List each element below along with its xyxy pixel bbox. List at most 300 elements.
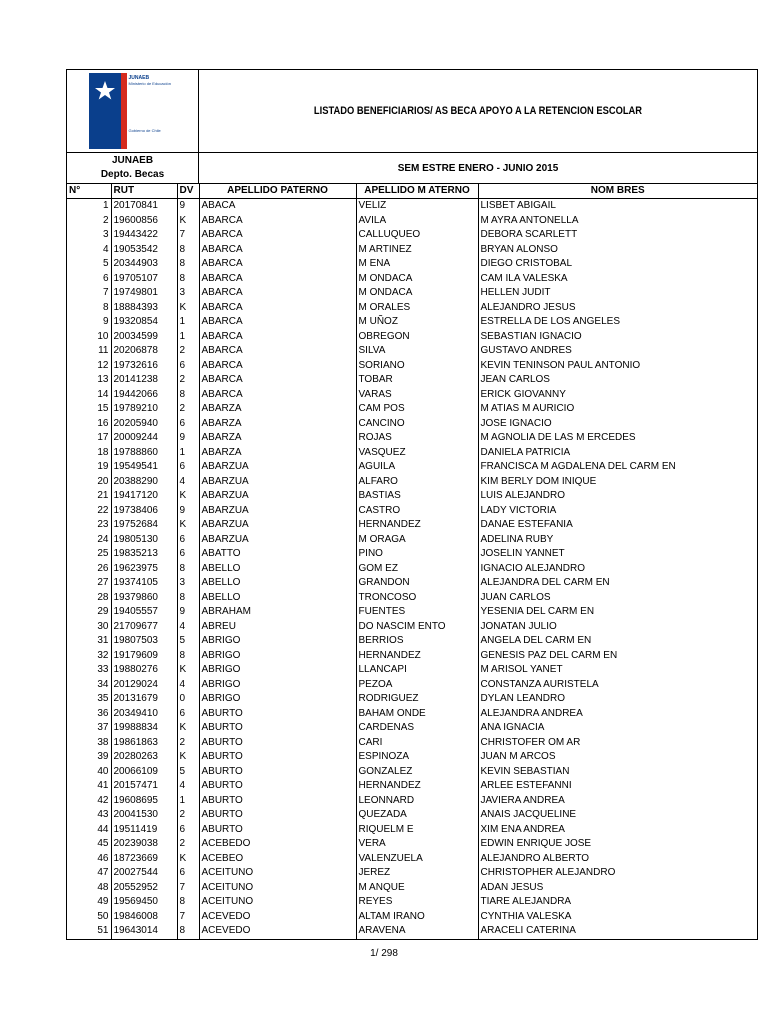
row-number: 42: [67, 794, 111, 809]
row-number: 5: [67, 257, 111, 272]
apellido-materno-cell: CARI: [356, 736, 478, 751]
table-row: [67, 808, 757, 823]
apellido-paterno-cell: ABARCA: [199, 214, 356, 229]
rut-cell: 19623975: [111, 562, 177, 577]
dv-cell: 6: [177, 866, 199, 881]
apellido-materno-cell: CAM POS: [356, 402, 478, 417]
dv-cell: 2: [177, 402, 199, 417]
header-mid: [67, 153, 757, 184]
nombres-cell: ADAN JESUS: [480, 881, 544, 893]
apellido-paterno-cell: ABATTO: [199, 547, 356, 562]
nombres-cell: M ATIAS M AURICIO: [480, 403, 575, 415]
apellido-materno-cell: M ONDACA: [356, 272, 478, 287]
nombres-cell: ALEJANDRA ANDREA: [480, 707, 583, 719]
apellido-paterno-cell: ABARCA: [199, 388, 356, 403]
rut-cell: 19846008: [111, 910, 177, 925]
dv-cell: 2: [177, 808, 199, 823]
nombres-cell: ALEJANDRO ALBERTO: [480, 852, 590, 864]
table-row: [67, 199, 757, 214]
apellido-materno-cell: VELIZ: [356, 199, 478, 214]
nombres-cell: ADELINA RUBY: [480, 533, 554, 545]
col-n: N°: [67, 184, 111, 199]
apellido-materno-cell: PINO: [356, 547, 478, 562]
apellido-paterno-cell: ABURTO: [199, 823, 356, 838]
nombres-cell: ARACELI CATERINA: [480, 925, 576, 937]
row-number: 18: [67, 446, 111, 461]
row-number: 12: [67, 359, 111, 374]
rut-cell: 20141238: [111, 373, 177, 388]
apellido-materno-cell: VASQUEZ: [356, 446, 478, 461]
col-dv: DV: [177, 184, 199, 199]
apellido-paterno-cell: ABELLO: [199, 562, 356, 577]
apellido-paterno-cell: ABARZUA: [199, 504, 356, 519]
rut-cell: 20552952: [111, 881, 177, 896]
dv-cell: 5: [177, 765, 199, 780]
table-row: [67, 736, 757, 751]
apellido-materno-cell: VARAS: [356, 388, 478, 403]
nombres-cell: ALEJANDRO JESUS: [480, 301, 576, 313]
apellido-materno-cell: CANCINO: [356, 417, 478, 432]
apellido-paterno-cell: ACEBEO: [199, 852, 356, 867]
star-icon: [89, 73, 121, 113]
rut-cell: 19511419: [111, 823, 177, 838]
dv-cell: 3: [177, 286, 199, 301]
row-number: 38: [67, 736, 111, 751]
table-row: [67, 562, 757, 577]
row-number: 48: [67, 881, 111, 896]
row-number: 30: [67, 620, 111, 635]
dv-cell: 6: [177, 359, 199, 374]
apellido-materno-cell: LLANCAPI: [356, 663, 478, 678]
nombres-cell: GENESIS PAZ DEL CARM EN: [480, 649, 618, 661]
nombres-cell: CHRISTOFER OM AR: [480, 736, 581, 748]
apellido-materno-cell: GONZALEZ: [356, 765, 478, 780]
table-row: [67, 402, 757, 417]
dv-cell: 8: [177, 243, 199, 258]
table-row: [67, 228, 757, 243]
dv-cell: K: [177, 489, 199, 504]
apellido-materno-cell: M ANQUE: [356, 881, 478, 896]
row-number: 24: [67, 533, 111, 548]
apellido-paterno-cell: ACEBEDO: [199, 837, 356, 852]
dv-cell: 9: [177, 431, 199, 446]
apellido-paterno-cell: ABARZUA: [199, 475, 356, 490]
nombres-cell: DANIELA PATRICIA: [480, 446, 571, 458]
dv-cell: K: [177, 852, 199, 867]
apellido-paterno-cell: ABARZUA: [199, 518, 356, 533]
nombres-cell: KEVIN SEBASTIAN: [480, 765, 570, 777]
row-number: 50: [67, 910, 111, 925]
nombres-cell: JOSE IGNACIO: [480, 417, 552, 429]
nombres-cell: JUAN M ARCOS: [480, 751, 556, 763]
apellido-paterno-cell: ABARCA: [199, 359, 356, 374]
apellido-paterno-cell: ACEITUNO: [199, 866, 356, 881]
apellido-paterno-cell: ABRIGO: [199, 634, 356, 649]
rut-cell: 19443422: [111, 228, 177, 243]
rut-cell: 19608695: [111, 794, 177, 809]
dv-cell: 6: [177, 460, 199, 475]
row-number: 39: [67, 750, 111, 765]
nombres-cell: M AYRA ANTONELLA: [480, 214, 579, 226]
table-row: [67, 315, 757, 330]
dv-cell: 7: [177, 910, 199, 925]
rut-cell: 21709677: [111, 620, 177, 635]
apellido-materno-cell: SILVA: [356, 344, 478, 359]
apellido-paterno-cell: ABARCA: [199, 257, 356, 272]
dv-cell: 8: [177, 649, 199, 664]
nombres-cell: ANAIS JACQUELINE: [480, 809, 577, 821]
row-number: 13: [67, 373, 111, 388]
document-title: LISTADO BENEFICIARIOS/ AS BECA APOYO A LA RETENCION ESCOLAR: [313, 105, 643, 117]
semester-label: SEM ESTRE ENERO - JUNIO 2015: [397, 162, 559, 174]
dv-cell: 8: [177, 591, 199, 606]
rut-cell: 20027544: [111, 866, 177, 881]
row-number: 33: [67, 663, 111, 678]
table-row: [67, 330, 757, 345]
table-row: [67, 431, 757, 446]
table-header-row: [67, 184, 757, 199]
dv-cell: 6: [177, 823, 199, 838]
rut-cell: 19379860: [111, 591, 177, 606]
dv-cell: 2: [177, 736, 199, 751]
nombres-cell: M AGNOLIA DE LAS M ERCEDES: [480, 432, 636, 444]
dv-cell: 6: [177, 533, 199, 548]
dv-cell: 6: [177, 707, 199, 722]
apellido-paterno-cell: ABACA: [199, 199, 356, 214]
row-number: 20: [67, 475, 111, 490]
rut-cell: 20239038: [111, 837, 177, 852]
row-number: 14: [67, 388, 111, 403]
table-row: [67, 605, 757, 620]
logo-blue-band: [89, 73, 121, 149]
dv-cell: K: [177, 750, 199, 765]
apellido-materno-cell: CASTRO: [356, 504, 478, 519]
apellido-paterno-cell: ABARCA: [199, 286, 356, 301]
table-row: [67, 707, 757, 722]
dv-cell: 8: [177, 562, 199, 577]
apellido-paterno-cell: ACEITUNO: [199, 881, 356, 896]
apellido-materno-cell: ARAVENA: [356, 924, 478, 939]
row-number: 34: [67, 678, 111, 693]
apellido-materno-cell: M UÑOZ: [356, 315, 478, 330]
apellido-paterno-cell: ACEVEDO: [199, 924, 356, 939]
dv-cell: 0: [177, 692, 199, 707]
rut-cell: 19053542: [111, 243, 177, 258]
apellido-materno-cell: ESPINOZA: [356, 750, 478, 765]
dv-cell: 2: [177, 373, 199, 388]
nombres-cell: JAVIERA ANDREA: [480, 794, 565, 806]
rut-cell: 19880276: [111, 663, 177, 678]
beneficiaries-table: [67, 184, 757, 939]
nombres-cell: LISBET ABIGAIL: [480, 200, 556, 212]
rut-cell: 19643014: [111, 924, 177, 939]
rut-cell: 19807503: [111, 634, 177, 649]
nombres-cell: DEBORA SCARLETT: [480, 229, 578, 241]
apellido-materno-cell: RODRIGUEZ: [356, 692, 478, 707]
table-row: [67, 286, 757, 301]
row-number: 8: [67, 301, 111, 316]
row-number: 28: [67, 591, 111, 606]
apellido-materno-cell: BASTIAS: [356, 489, 478, 504]
org-cell: [67, 153, 199, 183]
apellido-materno-cell: TRONCOSO: [356, 591, 478, 606]
row-number: 22: [67, 504, 111, 519]
row-number: 9: [67, 315, 111, 330]
apellido-materno-cell: GOM EZ: [356, 562, 478, 577]
table-row: [67, 475, 757, 490]
apellido-materno-cell: LEONNARD: [356, 794, 478, 809]
junaeb-logo: [89, 73, 177, 149]
logo-cell: [67, 70, 199, 152]
dv-cell: 3: [177, 576, 199, 591]
nombres-cell: ARLEE ESTEFANNI: [480, 780, 572, 792]
row-number: 16: [67, 417, 111, 432]
row-number: 27: [67, 576, 111, 591]
rut-cell: 19705107: [111, 272, 177, 287]
rut-cell: 20034599: [111, 330, 177, 345]
nombres-cell: CYNTHIA VALESKA: [480, 910, 572, 922]
table-row: [67, 779, 757, 794]
nombres-cell: GUSTAVO ANDRES: [480, 345, 572, 357]
table-row: [67, 620, 757, 635]
table-row: [67, 446, 757, 461]
table-row: [67, 910, 757, 925]
apellido-paterno-cell: ACEITUNO: [199, 895, 356, 910]
row-number: 51: [67, 924, 111, 939]
rut-cell: 19374105: [111, 576, 177, 591]
dv-cell: 7: [177, 228, 199, 243]
apellido-paterno-cell: ABELLO: [199, 591, 356, 606]
rut-cell: 18723669: [111, 852, 177, 867]
table-row: [67, 460, 757, 475]
rut-cell: 19569450: [111, 895, 177, 910]
apellido-materno-cell: ROJAS: [356, 431, 478, 446]
table-row: [67, 489, 757, 504]
dv-cell: 8: [177, 895, 199, 910]
nombres-cell: LUIS ALEJANDRO: [480, 490, 565, 502]
nombres-cell: CAM ILA VALESKA: [480, 272, 568, 284]
table-row: [67, 895, 757, 910]
dv-cell: 2: [177, 837, 199, 852]
nombres-cell: BRYAN ALONSO: [480, 243, 558, 255]
rut-cell: 20131679: [111, 692, 177, 707]
apellido-materno-cell: FUENTES: [356, 605, 478, 620]
row-number: 49: [67, 895, 111, 910]
nombres-cell: JEAN CARLOS: [480, 374, 550, 386]
nombres-cell: TIARE ALEJANDRA: [480, 896, 572, 908]
nombres-cell: ESTRELLA DE LOS ANGELES: [480, 316, 621, 328]
nombres-cell: EDWIN ENRIQUE JOSE: [480, 838, 592, 850]
dv-cell: 1: [177, 315, 199, 330]
rut-cell: 19752684: [111, 518, 177, 533]
table-row: [67, 388, 757, 403]
nombres-cell: DYLAN LEANDRO: [480, 693, 565, 705]
apellido-materno-cell: REYES: [356, 895, 478, 910]
table-row: [67, 533, 757, 548]
rut-cell: 19442066: [111, 388, 177, 403]
apellido-materno-cell: TOBAR: [356, 373, 478, 388]
org-name: JUNAEB: [111, 155, 154, 166]
table-row: [67, 750, 757, 765]
apellido-paterno-cell: ABRAHAM: [199, 605, 356, 620]
apellido-paterno-cell: ABRIGO: [199, 663, 356, 678]
dv-cell: 6: [177, 417, 199, 432]
nombres-cell: YESENIA DEL CARM EN: [480, 606, 595, 618]
rut-cell: 19179609: [111, 649, 177, 664]
rut-cell: 20205940: [111, 417, 177, 432]
table-row: [67, 866, 757, 881]
apellido-materno-cell: HERNANDEZ: [356, 518, 478, 533]
apellido-paterno-cell: ABARZA: [199, 446, 356, 461]
nombres-cell: HELLEN JUDIT: [480, 287, 551, 299]
table-row: [67, 924, 757, 939]
rut-cell: 19835213: [111, 547, 177, 562]
dv-cell: 8: [177, 272, 199, 287]
rut-cell: 19320854: [111, 315, 177, 330]
apellido-materno-cell: JEREZ: [356, 866, 478, 881]
apellido-materno-cell: VERA: [356, 837, 478, 852]
row-number: 4: [67, 243, 111, 258]
dv-cell: 6: [177, 547, 199, 562]
apellido-materno-cell: ALFARO: [356, 475, 478, 490]
logo-ministry: Ministerio de Educación: [128, 81, 171, 86]
rut-cell: 19738406: [111, 504, 177, 519]
dv-cell: 9: [177, 605, 199, 620]
dv-cell: 8: [177, 388, 199, 403]
rut-cell: 20129024: [111, 678, 177, 693]
table-row: [67, 852, 757, 867]
row-number: 7: [67, 286, 111, 301]
dv-cell: K: [177, 721, 199, 736]
rut-cell: 19549541: [111, 460, 177, 475]
row-number: 3: [67, 228, 111, 243]
nombres-cell: KIM BERLY DOM INIQUE: [480, 475, 597, 487]
apellido-paterno-cell: ABURTO: [199, 750, 356, 765]
row-number: 36: [67, 707, 111, 722]
apellido-paterno-cell: ABARZUA: [199, 460, 356, 475]
apellido-paterno-cell: ACEVEDO: [199, 910, 356, 925]
apellido-materno-cell: BERRIOS: [356, 634, 478, 649]
page-number: 1/ 298: [370, 948, 398, 959]
dept-name: Depto. Becas: [100, 169, 165, 180]
rut-cell: 20170841: [111, 199, 177, 214]
apellido-materno-cell: VALENZUELA: [356, 852, 478, 867]
apellido-paterno-cell: ABARZUA: [199, 489, 356, 504]
apellido-materno-cell: PEZOA: [356, 678, 478, 693]
row-number: 1: [67, 199, 111, 214]
apellido-paterno-cell: ABARCA: [199, 228, 356, 243]
apellido-paterno-cell: ABARZA: [199, 402, 356, 417]
row-number: 31: [67, 634, 111, 649]
apellido-materno-cell: CALLUQUEO: [356, 228, 478, 243]
apellido-materno-cell: AGUILA: [356, 460, 478, 475]
row-number: 11: [67, 344, 111, 359]
table-row: [67, 765, 757, 780]
dv-cell: 4: [177, 678, 199, 693]
apellido-materno-cell: BAHAM ONDE: [356, 707, 478, 722]
row-number: 44: [67, 823, 111, 838]
table-row: [67, 837, 757, 852]
table-row: [67, 504, 757, 519]
dv-cell: 4: [177, 620, 199, 635]
apellido-materno-cell: SORIANO: [356, 359, 478, 374]
nombres-cell: DANAE ESTEFANIA: [480, 519, 573, 531]
apellido-materno-cell: QUEZADA: [356, 808, 478, 823]
table-row: [67, 692, 757, 707]
table-row: [67, 823, 757, 838]
rut-cell: 20206878: [111, 344, 177, 359]
rut-cell: 19749801: [111, 286, 177, 301]
table-row: [67, 344, 757, 359]
logo-brand: JUNAEB: [128, 75, 150, 81]
apellido-materno-cell: CARDENAS: [356, 721, 478, 736]
nombres-cell: SEBASTIAN IGNACIO: [480, 330, 582, 342]
row-number: 46: [67, 852, 111, 867]
rut-cell: 20280263: [111, 750, 177, 765]
rut-cell: 20349410: [111, 707, 177, 722]
apellido-materno-cell: M ONDACA: [356, 286, 478, 301]
dv-cell: 8: [177, 257, 199, 272]
table-row: [67, 634, 757, 649]
apellido-materno-cell: HERNANDEZ: [356, 649, 478, 664]
apellido-paterno-cell: ABELLO: [199, 576, 356, 591]
rut-cell: 20041530: [111, 808, 177, 823]
table-row: [67, 721, 757, 736]
col-apellido-paterno: APELLIDO PATERNO: [199, 184, 356, 199]
dv-cell: K: [177, 301, 199, 316]
row-number: 23: [67, 518, 111, 533]
dv-cell: 9: [177, 199, 199, 214]
logo-text: [127, 73, 177, 149]
row-number: 29: [67, 605, 111, 620]
col-rut: RUT: [111, 184, 177, 199]
apellido-materno-cell: AVILA: [356, 214, 478, 229]
row-number: 2: [67, 214, 111, 229]
table-row: [67, 518, 757, 533]
rut-cell: 18884393: [111, 301, 177, 316]
dv-cell: K: [177, 214, 199, 229]
dv-cell: 1: [177, 446, 199, 461]
nombres-cell: XIM ENA ANDREA: [480, 823, 565, 835]
table-row: [67, 794, 757, 809]
rut-cell: 19732616: [111, 359, 177, 374]
apellido-paterno-cell: ABARCA: [199, 301, 356, 316]
apellido-paterno-cell: ABRIGO: [199, 649, 356, 664]
table-row: [67, 214, 757, 229]
row-number: 10: [67, 330, 111, 345]
nombres-cell: JOSELIN YANNET: [480, 548, 565, 560]
apellido-materno-cell: ALTAM IRANO: [356, 910, 478, 925]
apellido-materno-cell: GRANDON: [356, 576, 478, 591]
table-row: [67, 417, 757, 432]
apellido-materno-cell: HERNANDEZ: [356, 779, 478, 794]
apellido-paterno-cell: ABARCA: [199, 344, 356, 359]
rut-cell: 20009244: [111, 431, 177, 446]
apellido-paterno-cell: ABRIGO: [199, 692, 356, 707]
row-number: 21: [67, 489, 111, 504]
nombres-cell: ERICK GIOVANNY: [480, 388, 566, 400]
apellido-paterno-cell: ABARZUA: [199, 533, 356, 548]
nombres-cell: JONATAN JULIO: [480, 620, 557, 632]
apellido-paterno-cell: ABURTO: [199, 808, 356, 823]
apellido-paterno-cell: ABARCA: [199, 272, 356, 287]
dv-cell: 8: [177, 924, 199, 939]
apellido-paterno-cell: ABURTO: [199, 707, 356, 722]
rut-cell: 19417120: [111, 489, 177, 504]
row-number: 25: [67, 547, 111, 562]
rut-cell: 20344903: [111, 257, 177, 272]
apellido-paterno-cell: ABURTO: [199, 721, 356, 736]
